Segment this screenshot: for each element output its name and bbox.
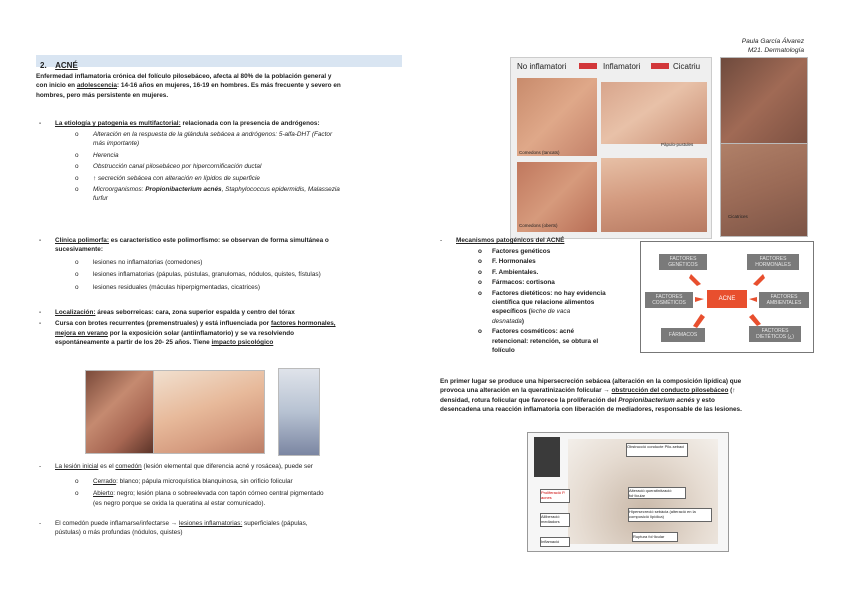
text: espontáneamente a partir de los 20- 25 años. Tiene [55, 339, 212, 347]
follicle-label: Obstrucció conducte Pilo-sebaci [626, 443, 688, 457]
text: áreas seborreicas: cara, zona superior espalda y centro del tórax [95, 309, 295, 316]
list-item: o Factores dietéticos: no hay evidencia [478, 289, 606, 297]
acne-photo-panel [510, 57, 712, 239]
arrow-right-icon [651, 63, 669, 69]
follicle-label: Hipersecreció sebàcia (alteració en la composició lipídica) [628, 508, 712, 522]
arrow-right-icon [579, 63, 597, 69]
section-title: ACNÉ [55, 61, 78, 70]
text: leche de vaca [530, 308, 571, 316]
text: Cerrado [93, 478, 117, 485]
text: por la exposición solar (antiinflamatorio) y se va resolviendo [107, 329, 295, 337]
list-item: o lesiones no inflamatorias (comedones) [75, 259, 203, 266]
list-item: o Alteración en la respuesta de la glándula sebácea a andrógenos: 5-alfa-DHT (Factor [75, 131, 333, 138]
text: específicos ( [492, 308, 531, 316]
curso-line [55, 329, 407, 338]
list-item: o Fármacos: cortisona [478, 279, 555, 287]
follicle-label: Proliferació P. acnes [540, 489, 570, 503]
text: El comedón puede inflamarse/infectarse → [55, 520, 179, 527]
text: Microorganismos: [93, 186, 146, 194]
text: impacto psicológico [211, 339, 274, 347]
primer-lugar-paragraph [440, 377, 810, 415]
text: provoca una alteración en la queratinización folicular → [440, 387, 612, 395]
text: : 14-16 años en mujeres, 16-19 en hombres. Es más frecuente y severo en [117, 82, 341, 90]
acne-face-photo-2 [153, 370, 265, 454]
arrow-icon [753, 274, 765, 286]
header [742, 37, 804, 55]
list-item: más importante) [93, 140, 140, 148]
section-heading [36, 55, 402, 70]
mecanismos-block: - Mecanismos patogénicos del ACNÉ [440, 236, 640, 245]
text: lesiones inflamatorias: [178, 520, 243, 527]
list-item: retencional: retención, se obtura el [492, 337, 599, 345]
list-item [478, 307, 638, 316]
list-item: o Obstrucción canal pilosebáceo por hipercornificación ductal [75, 163, 262, 171]
text: superficiales (pápulas, [242, 520, 308, 527]
photo-label: Pàpulo-pustules [661, 142, 694, 147]
list-item: o Microorganismos: Propionibacterium acnés, Staphylococcus epidermidis, Malassezia [75, 186, 340, 194]
lesion-list [75, 477, 410, 508]
author: Paula García Álvarez [741, 38, 804, 45]
text: desnatada [492, 317, 522, 325]
text: La lesión inicial [55, 463, 99, 470]
clinica-line [55, 236, 409, 245]
text: Localización: [55, 309, 96, 316]
list-item: o F. Hormonales [478, 258, 536, 266]
text-bold: Propionibacterium acnés [145, 186, 222, 194]
intro-paragraph [36, 72, 406, 100]
factor-box-farmacos: FÁRMACOS [661, 328, 705, 342]
text: es característico este polimorfismo: se observan de forma simultánea o [108, 237, 329, 244]
arrow-icon [689, 274, 701, 286]
factor-box-hormonales: FACTORES HORMONALES [747, 254, 799, 270]
photo-label: Comedons (tancats) [519, 150, 560, 155]
text: Propionibacterium acnés [618, 396, 695, 404]
text: Clínica polimorfa: [55, 237, 109, 244]
arrow-icon [695, 297, 704, 302]
photo-label: Cicatrices [728, 214, 748, 219]
scar-photo-1 [720, 57, 808, 145]
text: lesiones inflamatorias (pápulas, pústulas, granulomas, nódulos, quistes, fístulas) [93, 271, 321, 279]
list-item: o Cerrado: blanco; pápula microquística blanquinosa, sin orificio folicular [75, 478, 293, 485]
text: Fármacos: cortisona [492, 279, 555, 287]
lesion-block: - La lesión inicial es el comedón (lesión elemental que diferencia acné y rosácea), puede ser [39, 462, 409, 471]
localizacion-line [55, 308, 407, 317]
clinica-block: - Clínica polimorfa: es característico este polimorfismo: se observan de forma simultánea o sucesivamente: [39, 236, 409, 255]
text: (↑ [728, 387, 736, 395]
list-item: o Herencia [75, 151, 119, 159]
acne-center-box: ACNE [707, 290, 747, 308]
list-item: o Factores genéticos [478, 248, 551, 255]
mecanismos-title: Mecanismos patogénicos del ACNÉ [456, 237, 565, 244]
follicle-label: Inflamació [540, 537, 570, 547]
text: con inicio en [36, 82, 77, 90]
factor-box-cosmeticos: FACTORES COSMÉTICOS [645, 292, 693, 308]
text: lesiones no inflamatorias (comedones) [93, 259, 203, 266]
arrow-icon [749, 297, 757, 302]
text: Abierto [93, 490, 114, 498]
factor-box-dieteticos: FACTORES DIETÉTICOS (¿) [749, 326, 801, 342]
etiology-title [55, 119, 409, 128]
list-item: o Abierto: negro; lesión plana o sobreelevada con tapón córneo central pigmentado [75, 490, 324, 498]
text: mejora en verano [55, 329, 108, 337]
paragraph-line [440, 386, 810, 395]
scar-photo-2 [720, 143, 808, 237]
text: Factores genéticos [492, 248, 551, 255]
text: obstrucción del conducto pilosebáceo [611, 387, 729, 395]
text: relacionada con la presencia de andrógenos: [180, 120, 320, 127]
text: Alteración en la respuesta de la glándula sebácea a andrógenos: 5-alfa-DHT (Factor [93, 131, 333, 138]
factors-diagram [640, 241, 814, 353]
text: F. Ambientales. [492, 268, 539, 276]
text: F. Hormonales [492, 258, 536, 266]
panel-heading-no-inflamatori: No inflamatori [517, 62, 567, 71]
text: Herencia [93, 151, 119, 159]
text: : negro; lesión plana o sobreelevada con tapón córneo central pigmentado [113, 490, 324, 498]
follicle-diagram [527, 432, 729, 552]
intro-line [36, 81, 406, 90]
etiology-list [75, 130, 405, 204]
localizacion-curso-block: - Localización: áreas seborreicas: cara, zona superior espalda y centro del tórax - Cursa con brotes recurrentes (premenstruales) y está influenciada por factores hormonales, mejora en verano por la exposición solar (antiinflamatorio) y se va resolviendo espontáneamente a partir de los 20- 25 años. Tiene impacto psicológico [39, 308, 407, 348]
comedon-final-block: - El comedón puede inflamarse/infectarse → lesiones inflamatorias: superficiales (pápulas, pústulas) o más profundas (nódulos, quistes) [39, 519, 409, 538]
text: es el [98, 463, 116, 470]
text: Factores cosméticos: acné [492, 328, 575, 336]
clinica-list [75, 258, 405, 292]
curso-line [55, 338, 407, 347]
text: : blanco; pápula microquística blanquinosa, sin orificio folicular [116, 478, 293, 485]
curso-line [55, 319, 407, 328]
dash-bullet: - [39, 120, 42, 127]
text: lesiones residuales (máculas hiperpigmentadas, cicatrices) [93, 283, 260, 291]
follicle-label: Alliberació mediadors [540, 513, 570, 527]
paragraph-line: desencadena una reacción inflamatoria con liberación de mediadores, responsable de las lesiones. [440, 406, 742, 414]
chin-photo [601, 158, 707, 232]
section-number: 2. [40, 61, 47, 70]
follicle-photo [534, 437, 560, 477]
factor-box-ambientales: FACTORES AMBIENTALES [759, 292, 809, 308]
histology-photo [278, 368, 320, 456]
list-item: o Factores cosméticos: acné [478, 328, 575, 336]
arrow-icon [749, 314, 761, 326]
panel-heading-inflamatori: Inflamatori [603, 62, 641, 71]
follicle-label: Ruptura fol·licular [632, 532, 678, 542]
list-item: o ↑ secreción sebácea con alteración en lípidos de superficie [75, 174, 260, 182]
paragraph-line: En primer lugar se produce una hipersecreción sebácea (alteración en la composición lipídica) que [440, 378, 742, 385]
etiology-block [39, 119, 409, 128]
list-item: científica que relacione alimentos [492, 299, 595, 307]
intro-line: Enfermedad inflamatoria crónica del folículo pilosebáceo, afecta al 80% de la población general y [36, 73, 332, 80]
comedon-line [55, 519, 409, 528]
text: factores hormonales, [270, 320, 336, 328]
clinica-line: sucesivamente: [55, 246, 103, 254]
text-underlined: adolescencia [76, 82, 117, 90]
comedons-closed-photo [517, 78, 597, 156]
text: y esto [694, 396, 715, 404]
comedon-line: pústulas) o más profundas (nódulos, quistes) [55, 529, 183, 537]
list-item: (es negro porque se oxida la queratina al estar comunicado). [93, 499, 266, 507]
text: ) [521, 317, 524, 325]
text: ↑ secreción sebácea con alteración en lípidos de superficie [93, 174, 260, 182]
follicle-label: Alteració queratinització fol·licular [628, 487, 686, 499]
text: densidad, rotura folicular que favorece la proliferación del [440, 396, 619, 404]
panel-heading-cicatriu: Cicatriu [673, 62, 701, 71]
list-item [478, 317, 638, 326]
factor-box-geneticos: FACTORES GENÉTICOS [659, 254, 707, 270]
text: Cursa con brotes recurrentes (premenstruales) y está influenciada por [55, 320, 271, 328]
mecanismos-list [478, 247, 638, 355]
arrow-icon [693, 314, 705, 328]
text: , Staphylococcus epidermidis, Malassezia [221, 186, 340, 194]
list-item: o lesiones residuales (máculas hiperpigmentadas, cicatrices) [75, 283, 260, 291]
comedons-open-photo [517, 162, 597, 232]
papulo-pustules-photo [601, 82, 707, 144]
list-item: folículo [492, 347, 515, 355]
text: comedón [115, 463, 142, 470]
paragraph-line [440, 396, 810, 405]
list-item: o F. Ambientales. [478, 268, 539, 276]
subject: M21. Dermatología [747, 47, 804, 54]
text: Factores dietéticos: no hay evidencia [492, 289, 606, 297]
list-item: furfur [93, 195, 108, 203]
list-item: o lesiones inflamatorias (pápulas, pústulas, granulomas, nódulos, quistes, fístulas) [75, 271, 321, 279]
text: Obstrucción canal pilosebáceo por hipercornificación ductal [93, 163, 262, 171]
photo-label: Comedons (oberts) [519, 223, 558, 228]
diagram-arrows [641, 242, 813, 352]
text: La etiología y patogenia es multifactorial: [55, 120, 181, 127]
lesion-line [55, 462, 409, 471]
intro-line: hombres, pero más persistente en mujeres. [36, 91, 169, 99]
acne-face-photo-1 [85, 370, 155, 454]
text: (lesión elemental que diferencia acné y rosácea), puede ser [141, 463, 313, 470]
